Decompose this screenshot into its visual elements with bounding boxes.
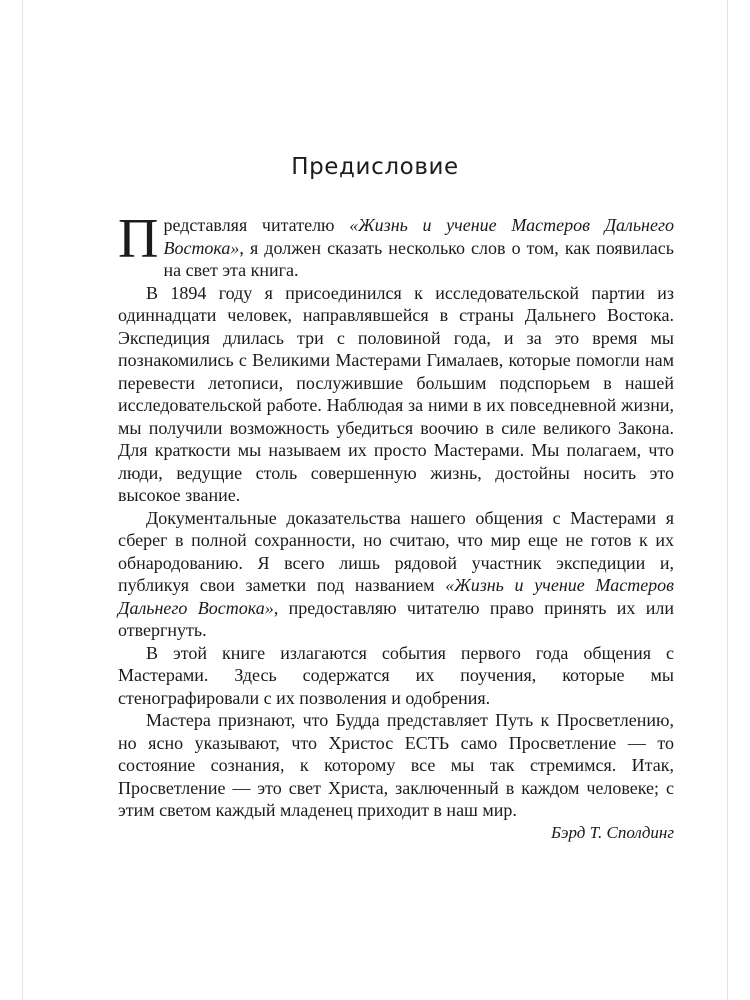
paragraph-1 <box>118 208 674 282</box>
paragraph-5: Мастера признают, что Будда представляет Путь к Просветлению, но ясно указывают, что Христос ЕСТЬ само Просветление — то состояние сознания, к которому все мы так стремимся. Итак, Просветление — это свет Христа, заключенный в каждом человеке; с этим светом каждый младенец приходит в наш мир. <box>118 710 674 820</box>
author-signature: Бэрд Т. Сполдинг <box>550 822 674 842</box>
paragraph-3-text-c: , предоставляю читателю право принять их или отвергнуть. <box>118 597 674 640</box>
book-title-italic: «Жизнь и учение Мастеров Дальнего Востока» <box>163 215 674 258</box>
preface-text <box>118 208 674 844</box>
page-title: Предисловие <box>291 154 459 180</box>
paragraph-1-text-a: редставляя читателю <box>163 215 350 235</box>
paragraph-2: В 1894 году я присоединился к исследовательской партии из одиннадцати человек, направлявшейся в страны Дальнего Востока. Экспедиция длилась три с половиной года, и за это время мы познакомились с Великими Мастерами Гималаев, которые помогли нам перевести летописи, послужившие большим подспорьем в нашей исследовательской работе. Наблюдая за ними в их повседневной жизни, мы получили возможность убедиться воочию в силе великого Закона. Для краткости мы называем их просто Мастерами. Мы полагаем, что люди, ведущие столь совершенную жизнь, достойны носить это высокое звание. <box>118 282 674 505</box>
paragraph-1-text-c: , я должен сказать несколько слов о том, как появилась на свет эта книга. <box>163 237 674 280</box>
book-page <box>22 0 728 1000</box>
paragraph-3-text-a: Документальные доказательства нашего общения с Мастерами я сберег в полной сохранности, но считаю, что мир еще не готов к их обнародованию. Я всего лишь рядовой участник экспедиции и, публикуя свои заметки под названием <box>118 507 674 595</box>
drop-cap: П <box>118 208 159 270</box>
paragraph-4: В этой книге излагаются события первого года общения с Мастерами. Здесь содержатся их поучения, которые мы стенографировали с их позволения и одобрения. <box>118 642 674 708</box>
book-title-italic-2: «Жизнь и учение Мастеров Дальнего Востока» <box>118 575 674 618</box>
paragraph-3 <box>118 507 674 642</box>
